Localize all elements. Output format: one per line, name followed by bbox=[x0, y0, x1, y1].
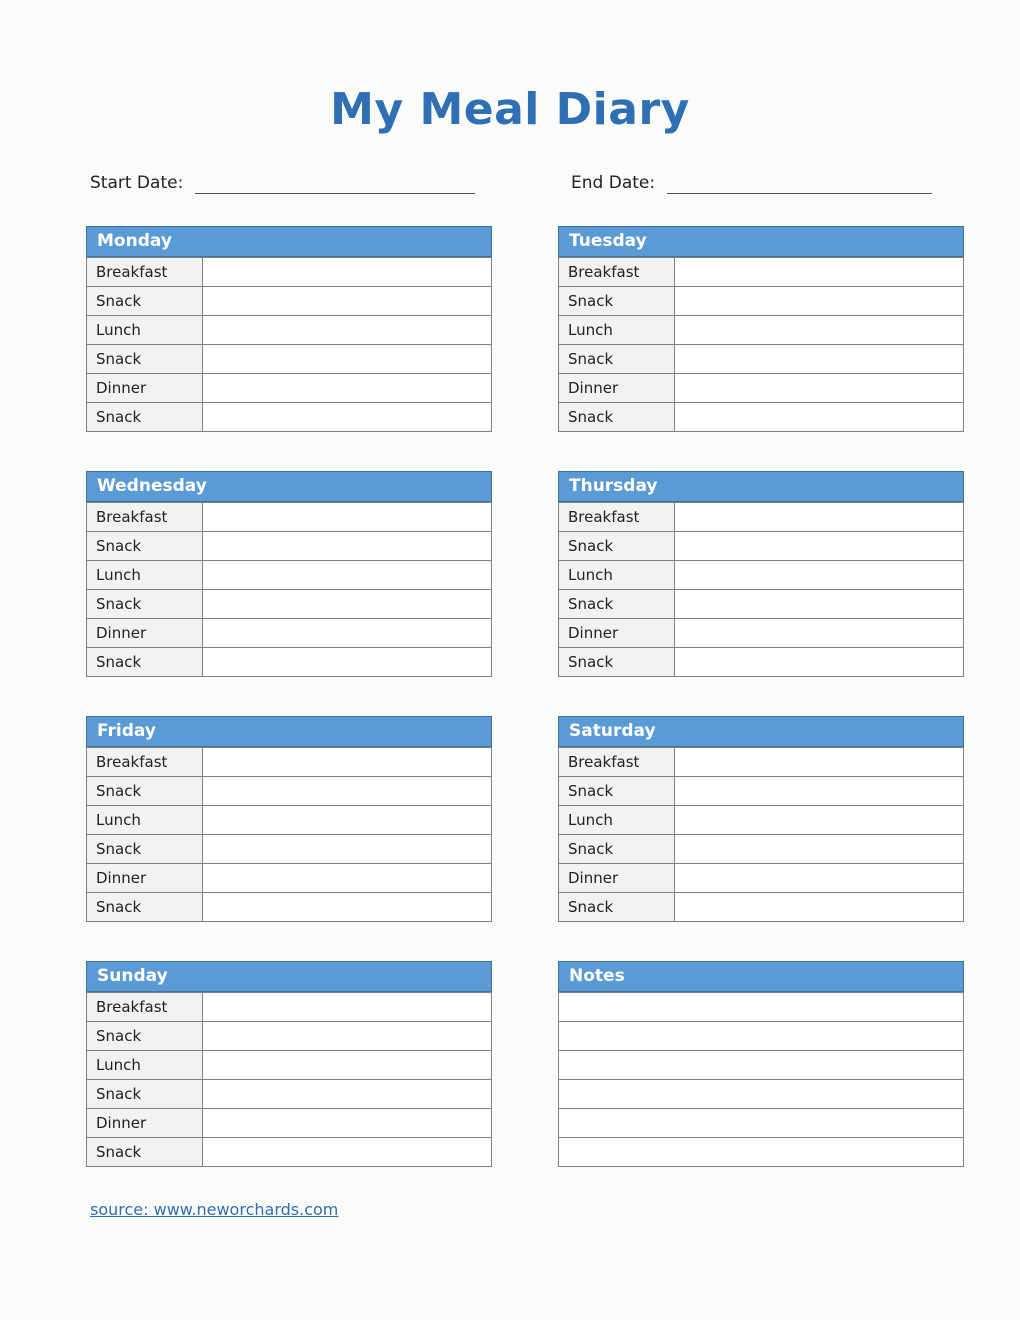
meal-entry[interactable] bbox=[203, 590, 492, 619]
end-date-label: End Date: bbox=[571, 173, 656, 193]
meal-label: Breakfast bbox=[87, 748, 203, 777]
meal-entry[interactable] bbox=[675, 258, 964, 287]
meal-table bbox=[86, 747, 492, 922]
day-card-sunday bbox=[86, 961, 492, 1167]
day-header: Thursday bbox=[558, 471, 964, 502]
meal-entry[interactable] bbox=[675, 345, 964, 374]
meal-entry[interactable] bbox=[203, 777, 492, 806]
meal-table bbox=[558, 502, 964, 677]
table-row bbox=[87, 403, 492, 432]
table-row bbox=[87, 1022, 492, 1051]
meal-label: Snack bbox=[87, 1080, 203, 1109]
meal-entry[interactable] bbox=[203, 806, 492, 835]
table-row bbox=[87, 316, 492, 345]
meal-label: Snack bbox=[87, 1022, 203, 1051]
meal-label: Snack bbox=[559, 835, 675, 864]
meal-entry[interactable] bbox=[203, 748, 492, 777]
table-row bbox=[87, 806, 492, 835]
table-row bbox=[559, 748, 964, 777]
meal-label: Breakfast bbox=[559, 748, 675, 777]
day-header: Wednesday bbox=[86, 471, 492, 502]
meal-label: Dinner bbox=[87, 619, 203, 648]
notes-line[interactable] bbox=[559, 1022, 964, 1051]
table-row bbox=[559, 835, 964, 864]
meal-label: Breakfast bbox=[87, 503, 203, 532]
table-row bbox=[559, 403, 964, 432]
meal-entry[interactable] bbox=[675, 316, 964, 345]
meal-label: Dinner bbox=[559, 864, 675, 893]
meal-entry[interactable] bbox=[203, 1022, 492, 1051]
meal-entry[interactable] bbox=[675, 532, 964, 561]
day-card-tuesday bbox=[558, 226, 964, 432]
table-row bbox=[559, 864, 964, 893]
meal-label: Snack bbox=[559, 893, 675, 922]
day-header: Sunday bbox=[86, 961, 492, 992]
table-row bbox=[559, 374, 964, 403]
meal-entry[interactable] bbox=[203, 835, 492, 864]
meal-entry[interactable] bbox=[203, 648, 492, 677]
meal-label: Dinner bbox=[559, 374, 675, 403]
table-row bbox=[559, 287, 964, 316]
meal-entry[interactable] bbox=[675, 403, 964, 432]
table-row bbox=[87, 590, 492, 619]
table-row bbox=[87, 1138, 492, 1167]
table-row bbox=[559, 993, 964, 1022]
meal-label: Snack bbox=[87, 590, 203, 619]
meal-entry[interactable] bbox=[203, 503, 492, 532]
meal-entry[interactable] bbox=[675, 806, 964, 835]
meal-entry[interactable] bbox=[675, 561, 964, 590]
week-grid bbox=[0, 226, 1020, 1206]
meal-label: Snack bbox=[87, 345, 203, 374]
meal-entry[interactable] bbox=[203, 532, 492, 561]
meal-label: Dinner bbox=[87, 864, 203, 893]
table-row bbox=[559, 1138, 964, 1167]
table-row bbox=[87, 258, 492, 287]
table-row bbox=[559, 777, 964, 806]
notes-header: Notes bbox=[558, 961, 964, 992]
table-row bbox=[559, 590, 964, 619]
end-date-input[interactable] bbox=[667, 173, 932, 194]
table-row bbox=[87, 374, 492, 403]
day-card-thursday bbox=[558, 471, 964, 677]
meal-label: Snack bbox=[87, 403, 203, 432]
day-header: Tuesday bbox=[558, 226, 964, 257]
table-row bbox=[87, 748, 492, 777]
notes-line[interactable] bbox=[559, 1051, 964, 1080]
source-link[interactable]: source: www.neworchards.com bbox=[90, 1200, 339, 1219]
table-row bbox=[87, 1051, 492, 1080]
table-row bbox=[559, 258, 964, 287]
meal-label: Dinner bbox=[87, 374, 203, 403]
date-row bbox=[0, 173, 1020, 194]
table-row bbox=[87, 503, 492, 532]
meal-label: Snack bbox=[87, 777, 203, 806]
meal-entry[interactable] bbox=[203, 864, 492, 893]
meal-entry[interactable] bbox=[203, 893, 492, 922]
meal-label: Lunch bbox=[87, 561, 203, 590]
table-row bbox=[87, 532, 492, 561]
table-row bbox=[87, 561, 492, 590]
meal-label: Snack bbox=[87, 648, 203, 677]
meal-entry[interactable] bbox=[203, 1138, 492, 1167]
meal-label: Snack bbox=[559, 777, 675, 806]
source-line bbox=[90, 1200, 338, 1219]
meal-entry[interactable] bbox=[675, 777, 964, 806]
meal-label: Breakfast bbox=[559, 258, 675, 287]
day-header: Saturday bbox=[558, 716, 964, 747]
day-header: Monday bbox=[86, 226, 492, 257]
day-card-saturday bbox=[558, 716, 964, 922]
meal-entry[interactable] bbox=[675, 287, 964, 316]
day-header: Friday bbox=[86, 716, 492, 747]
notes-line[interactable] bbox=[559, 1109, 964, 1138]
table-row bbox=[559, 316, 964, 345]
meal-label: Breakfast bbox=[559, 503, 675, 532]
meal-label: Snack bbox=[87, 1138, 203, 1167]
meal-label: Snack bbox=[559, 532, 675, 561]
meal-entry[interactable] bbox=[203, 287, 492, 316]
table-row bbox=[559, 1022, 964, 1051]
table-row bbox=[559, 561, 964, 590]
day-card-friday bbox=[86, 716, 492, 922]
meal-entry[interactable] bbox=[203, 1051, 492, 1080]
table-row bbox=[87, 1080, 492, 1109]
table-row bbox=[87, 893, 492, 922]
meal-entry[interactable] bbox=[203, 403, 492, 432]
meal-entry[interactable] bbox=[675, 503, 964, 532]
notes-line[interactable] bbox=[559, 1080, 964, 1109]
table-row bbox=[559, 345, 964, 374]
meal-label: Snack bbox=[87, 532, 203, 561]
table-row bbox=[87, 648, 492, 677]
meal-label: Lunch bbox=[559, 316, 675, 345]
meal-label: Lunch bbox=[559, 561, 675, 590]
notes-line[interactable] bbox=[559, 1138, 964, 1167]
meal-entry[interactable] bbox=[203, 619, 492, 648]
meal-entry[interactable] bbox=[675, 648, 964, 677]
meal-label: Snack bbox=[559, 648, 675, 677]
meal-entry[interactable] bbox=[203, 316, 492, 345]
meal-entry[interactable] bbox=[675, 864, 964, 893]
table-row bbox=[87, 864, 492, 893]
meal-entry[interactable] bbox=[203, 345, 492, 374]
meal-label: Dinner bbox=[559, 619, 675, 648]
table-row bbox=[559, 1051, 964, 1080]
end-date-field bbox=[571, 173, 932, 194]
start-date-input[interactable] bbox=[195, 173, 475, 194]
meal-entry[interactable] bbox=[675, 835, 964, 864]
table-row bbox=[559, 532, 964, 561]
table-row bbox=[87, 993, 492, 1022]
meal-table bbox=[86, 257, 492, 432]
meal-entry[interactable] bbox=[675, 748, 964, 777]
meal-label: Snack bbox=[559, 345, 675, 374]
meal-entry[interactable] bbox=[675, 374, 964, 403]
start-date-field bbox=[90, 173, 475, 194]
meal-label: Snack bbox=[87, 835, 203, 864]
notes-table bbox=[558, 992, 964, 1167]
table-row bbox=[559, 1080, 964, 1109]
table-row bbox=[559, 1109, 964, 1138]
table-row bbox=[559, 619, 964, 648]
meal-entry[interactable] bbox=[203, 561, 492, 590]
notes-line[interactable] bbox=[559, 993, 964, 1022]
table-row bbox=[87, 1109, 492, 1138]
table-row bbox=[559, 503, 964, 532]
table-row bbox=[559, 648, 964, 677]
table-row bbox=[87, 835, 492, 864]
table-row bbox=[559, 806, 964, 835]
meal-table bbox=[558, 747, 964, 922]
meal-entry[interactable] bbox=[203, 258, 492, 287]
table-row bbox=[559, 893, 964, 922]
meal-label: Lunch bbox=[87, 806, 203, 835]
meal-entry[interactable] bbox=[675, 893, 964, 922]
table-row bbox=[87, 619, 492, 648]
meal-label: Snack bbox=[87, 287, 203, 316]
meal-table bbox=[86, 502, 492, 677]
meal-entry[interactable] bbox=[203, 374, 492, 403]
meal-entry[interactable] bbox=[675, 590, 964, 619]
notes-card bbox=[558, 961, 964, 1167]
meal-table bbox=[558, 257, 964, 432]
meal-entry[interactable] bbox=[675, 619, 964, 648]
meal-label: Snack bbox=[559, 403, 675, 432]
meal-label: Breakfast bbox=[87, 993, 203, 1022]
meal-entry[interactable] bbox=[203, 993, 492, 1022]
meal-label: Lunch bbox=[559, 806, 675, 835]
page-title: My Meal Diary bbox=[330, 84, 690, 135]
start-date-label: Start Date: bbox=[90, 173, 184, 193]
meal-table bbox=[86, 992, 492, 1167]
table-row bbox=[87, 777, 492, 806]
meal-label: Dinner bbox=[87, 1109, 203, 1138]
meal-entry[interactable] bbox=[203, 1080, 492, 1109]
meal-label: Breakfast bbox=[87, 258, 203, 287]
meal-label: Snack bbox=[559, 287, 675, 316]
day-card-wednesday bbox=[86, 471, 492, 677]
meal-entry[interactable] bbox=[203, 1109, 492, 1138]
meal-label: Lunch bbox=[87, 316, 203, 345]
day-card-monday bbox=[86, 226, 492, 432]
meal-label: Snack bbox=[87, 893, 203, 922]
table-row bbox=[87, 287, 492, 316]
table-row bbox=[87, 345, 492, 374]
meal-label: Lunch bbox=[87, 1051, 203, 1080]
meal-label: Snack bbox=[559, 590, 675, 619]
